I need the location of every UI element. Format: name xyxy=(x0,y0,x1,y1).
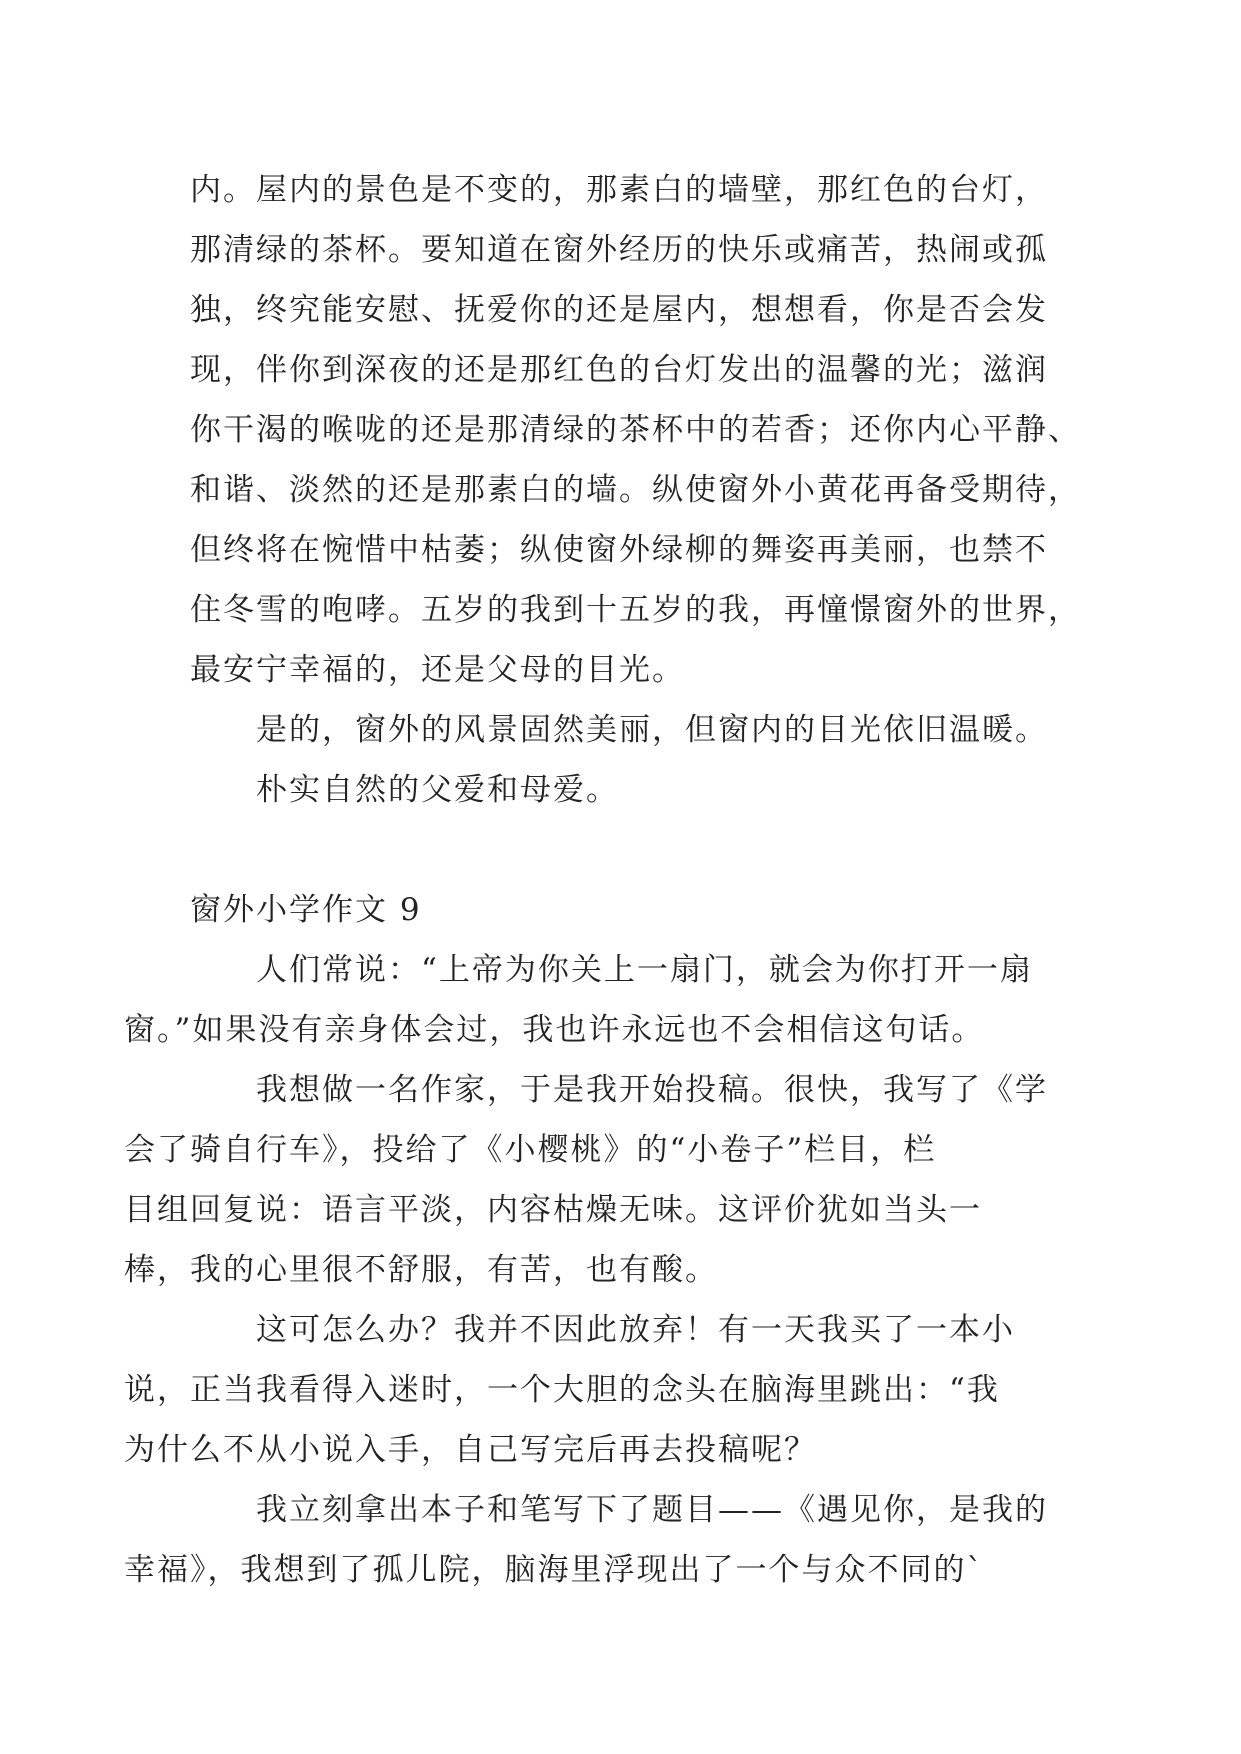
text-line: 内。屋内的景色是不变的，那素白的墙壁，那红色的台灯， xyxy=(190,172,1048,208)
text-line: 人们常说：“上帝为你关上一扇门，就会为你打开一扇 xyxy=(256,952,1033,988)
text-line: 但终将在惋惜中枯萎；纵使窗外绿柳的舞姿再美丽，也禁不 xyxy=(190,532,1048,568)
text-line: 我想做一名作家，于是我开始投稿。很快，我写了《学 xyxy=(256,1072,1048,1108)
paragraph xyxy=(124,1300,1070,1480)
text-line: 那清绿的茶杯。要知道在窗外经历的快乐或痛苦，热闹或孤 xyxy=(190,232,1048,268)
text-line: 最安宁幸福的，还是父母的目光。 xyxy=(190,652,685,688)
paragraph xyxy=(190,760,1070,820)
paragraph xyxy=(190,700,1070,760)
paragraph-continued xyxy=(190,160,1081,700)
text-line: 你干渴的喉咙的还是那清绿的茶杯中的若香；还你内心平静、 xyxy=(190,412,1081,448)
text-line: 窗。”如果没有亲身体会过，我也许永远也不会相信这句话。 xyxy=(124,1012,985,1048)
section-title xyxy=(190,880,1070,940)
paragraph xyxy=(124,1480,1070,1600)
text-line: 棒，我的心里很不舒服，有苦，也有酸。 xyxy=(124,1252,718,1288)
text-line: 说，正当我看得入迷时，一个大胆的念头在脑海里跳出：“我 xyxy=(124,1372,1000,1408)
text-line: 会了骑自行车》，投给了《小樱桃》的“小卷子”栏目，栏 xyxy=(124,1132,937,1168)
paragraph xyxy=(124,940,1070,1060)
text-line: 这可怎么办？我并不因此放弃！有一天我买了一本小 xyxy=(256,1312,1015,1348)
section-title-text: 窗外小学作文 9 xyxy=(190,892,422,928)
text-line: 住冬雪的咆哮。五岁的我到十五岁的我，再憧憬窗外的世界， xyxy=(190,592,1081,628)
text-line: 为什么不从小说入手，自己写完后再去投稿呢？ xyxy=(124,1432,817,1468)
paragraph xyxy=(124,1060,1070,1300)
text-line: 是的，窗外的风景固然美丽，但窗内的目光依旧温暖。 xyxy=(256,712,1048,748)
text-line: 现，伴你到深夜的还是那红色的台灯发出的温馨的光；滋润 xyxy=(190,352,1048,388)
text-line: 幸福》，我想到了孤儿院，脑海里浮现出了一个与众不同的` xyxy=(124,1552,984,1588)
text-line: 独，终究能安慰、抚爱你的还是屋内，想想看，你是否会发 xyxy=(190,292,1048,328)
text-line: 我立刻拿出本子和笔写下了题目——《遇见你，是我的 xyxy=(256,1492,1048,1528)
document-body xyxy=(124,160,1081,1600)
text-line: 和谐、淡然的还是那素白的墙。纵使窗外小黄花再备受期待， xyxy=(190,472,1081,508)
text-line: 朴实自然的父爱和母爱。 xyxy=(256,772,619,808)
text-line: 目组回复说：语言平淡，内容枯燥无味。这评价犹如当头一 xyxy=(124,1192,982,1228)
